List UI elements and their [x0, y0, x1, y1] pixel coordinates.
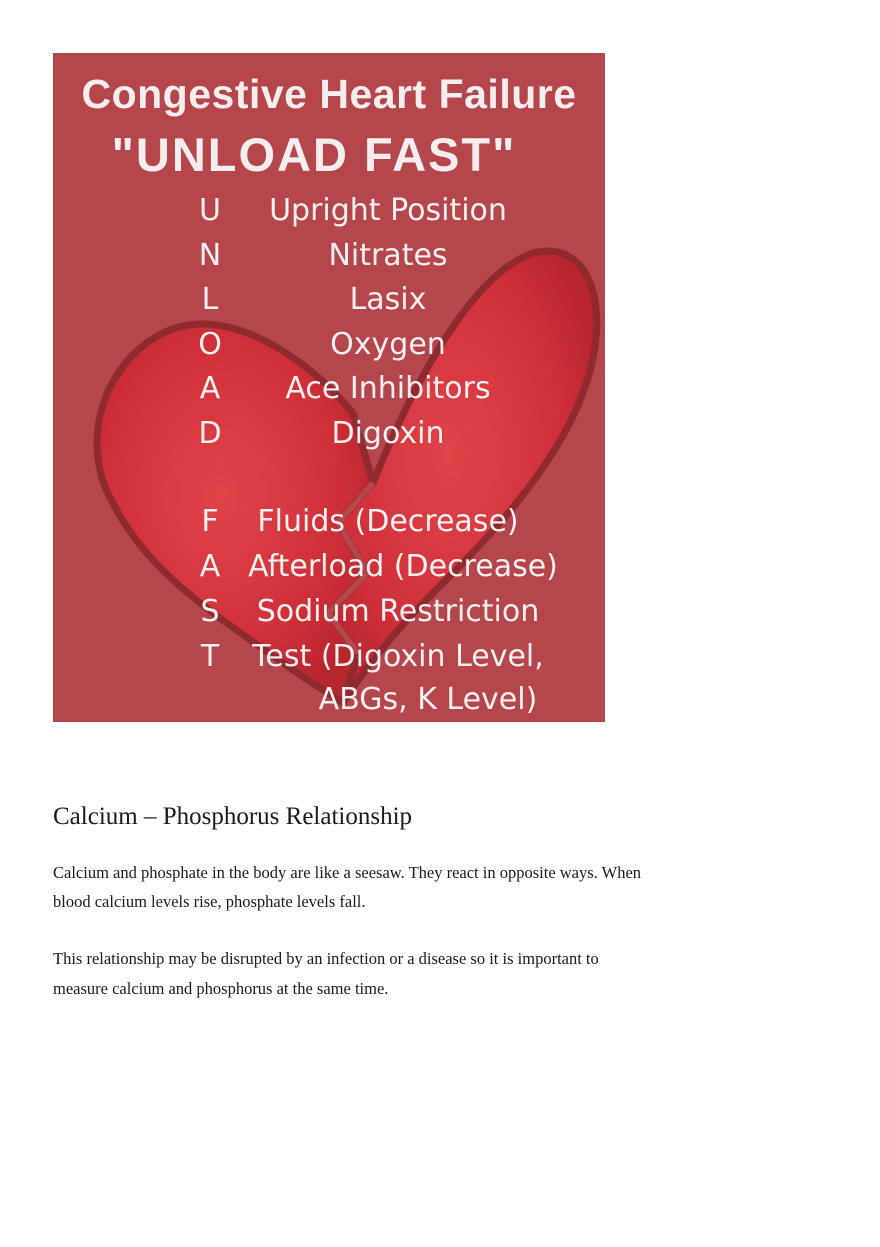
mnemonic-word: Test (Digoxin Level,	[252, 639, 544, 674]
mnemonic-row	[53, 545, 605, 589]
mnemonic-letter: O	[198, 327, 222, 362]
mnemonic-letter: D	[198, 416, 222, 451]
mnemonic-row	[53, 590, 605, 634]
mnemonic-row	[53, 367, 605, 411]
mnemonic-row-continuation	[53, 678, 605, 722]
mnemonic-letter: S	[200, 594, 220, 629]
mnemonic-word-continuation: ABGs, K Level)	[318, 682, 538, 717]
paragraph-1-line-2: blood calcium levels rise, phosphate levels fall.	[53, 892, 366, 911]
mnemonic-letter: L	[201, 282, 219, 317]
mnemonic-word: Nitrates	[328, 238, 448, 273]
poster-title: Congestive Heart Failure	[81, 71, 577, 117]
paragraph-1-line-1: Calcium and phosphate in the body are like a seesaw. They react in opposite ways. When	[53, 863, 642, 882]
mnemonic-row	[53, 234, 605, 278]
mnemonic-word: Oxygen	[330, 327, 446, 362]
paragraph-2-line-2: measure calcium and phosphorus at the same time.	[53, 979, 389, 998]
mnemonic-letter: A	[199, 371, 221, 406]
mnemonic-word: Lasix	[349, 282, 427, 317]
mnemonic-letter: N	[198, 238, 222, 273]
mnemonic-word: Ace Inhibitors	[285, 371, 491, 406]
mnemonic-row	[53, 412, 605, 456]
section-heading: Calcium – Phosphorus Relationship	[53, 803, 413, 830]
mnemonic-row	[53, 323, 605, 367]
mnemonic-word: Fluids (Decrease)	[257, 504, 519, 539]
mnemonic-row	[53, 189, 605, 233]
mnemonic-row	[53, 500, 605, 544]
mnemonic-letter: A	[199, 549, 221, 584]
mnemonic-letter: T	[200, 639, 220, 674]
poster-subtitle: "UNLOAD FAST"	[111, 128, 517, 181]
mnemonic-word: Digoxin	[331, 416, 445, 451]
chf-mnemonic-poster	[53, 53, 605, 722]
mnemonic-word: Afterload (Decrease)	[248, 549, 558, 584]
mnemonic-word: Sodium Restriction	[256, 594, 540, 629]
mnemonic-row	[53, 635, 605, 679]
mnemonic-letter: U	[199, 193, 221, 228]
mnemonic-letter: F	[201, 504, 219, 539]
paragraph-2-line-1: This relationship may be disrupted by an infection or a disease so it is important to	[53, 949, 599, 968]
mnemonic-word: Upright Position	[269, 193, 507, 228]
mnemonic-row	[53, 278, 605, 322]
